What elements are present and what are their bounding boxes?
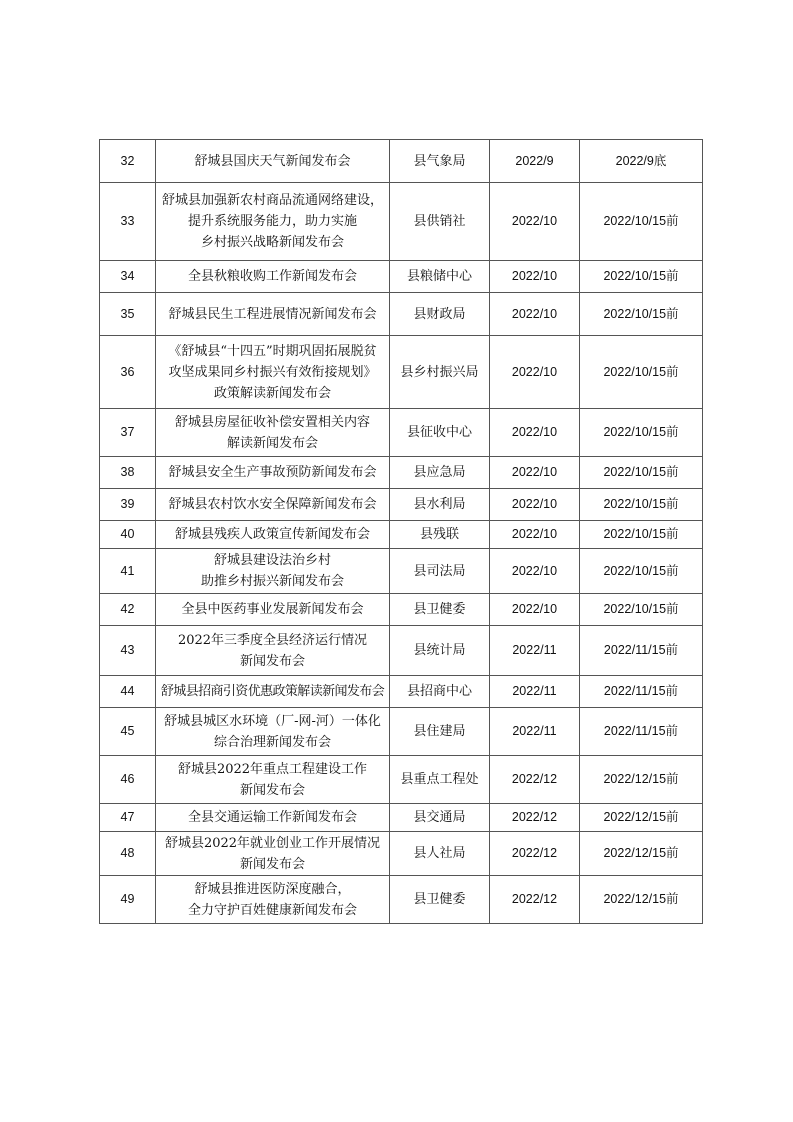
table-row: [100, 409, 703, 457]
conference-title-line: 舒城县2022年重点工程建设工作: [177, 761, 368, 777]
conference-title-line: 全县秋粮收购工作新闻发布会: [187, 269, 357, 284]
responsible-unit: 县财政局: [390, 293, 490, 336]
row-number: 36: [100, 336, 156, 409]
conference-title-line: 政策解读新闻发布会: [213, 385, 331, 401]
table-row: [100, 832, 703, 876]
deadline: 2022/12/15前: [580, 756, 703, 804]
scheduled-month: 2022/11: [490, 676, 580, 708]
conference-title-line: 舒城县招商引资优惠政策解读新闻发布会: [160, 684, 385, 699]
deadline: 2022/10/15前: [580, 183, 703, 261]
conference-title-line: 舒城县城区水环境（厂-网-河）一体化: [164, 713, 381, 729]
conference-title-line: 新闻发布会: [239, 856, 305, 872]
row-number: 37: [100, 409, 156, 457]
conference-title-line: 2022年三季度全县经济运行情况: [177, 632, 368, 648]
table-row: [100, 489, 703, 521]
row-number: 40: [100, 521, 156, 549]
deadline: 2022/11/15前: [580, 676, 703, 708]
conference-title-line: 舒城县民生工程进展情况新闻发布会: [168, 306, 377, 322]
row-number: 49: [100, 876, 156, 924]
responsible-unit: 县气象局: [390, 140, 490, 183]
responsible-unit: 县人社局: [390, 832, 490, 876]
table-row: [100, 549, 703, 594]
deadline: 2022/10/15前: [580, 261, 703, 293]
responsible-unit: 县卫健委: [390, 876, 490, 924]
row-number: 38: [100, 457, 156, 489]
conference-title: [156, 140, 390, 183]
conference-title: [156, 457, 390, 489]
deadline: 2022/10/15前: [580, 293, 703, 336]
conference-title: [156, 521, 390, 549]
conference-title-line: 攻坚成果同乡村振兴有效衔接规划》: [168, 364, 377, 380]
row-number: 35: [100, 293, 156, 336]
conference-title-line: 舒城县国庆天气新闻发布会: [194, 153, 351, 169]
table-row: [100, 756, 703, 804]
scheduled-month: 2022/10: [490, 457, 580, 489]
conference-title-line: 乡村振兴战略新闻发布会: [200, 235, 344, 250]
scheduled-month: 2022/10: [490, 293, 580, 336]
table-row: [100, 457, 703, 489]
row-number: 34: [100, 261, 156, 293]
responsible-unit: 县供销社: [390, 183, 490, 261]
scheduled-month: 2022/10: [490, 489, 580, 521]
press-conference-schedule-table: [99, 139, 703, 924]
responsible-unit: 县统计局: [390, 626, 490, 676]
conference-title-line: 全力守护百姓健康新闻发布会: [187, 902, 357, 918]
scheduled-month: 2022/10: [490, 521, 580, 549]
table-row: [100, 336, 703, 409]
conference-title: [156, 804, 390, 832]
scheduled-month: 2022/12: [490, 804, 580, 832]
scheduled-month: 2022/10: [490, 261, 580, 293]
conference-title-line: 舒城县房屋征收补偿安置相关内容: [174, 414, 370, 430]
table-row: [100, 261, 703, 293]
deadline: 2022/10/15前: [580, 521, 703, 549]
table-row: [100, 140, 703, 183]
row-number: 42: [100, 594, 156, 626]
responsible-unit: 县卫健委: [390, 594, 490, 626]
deadline: 2022/10/15前: [580, 549, 703, 594]
conference-title: [156, 594, 390, 626]
responsible-unit: 县水利局: [390, 489, 490, 521]
conference-title-line: 舒城县加强新农村商品流通网络建设，: [161, 193, 383, 208]
scheduled-month: 2022/10: [490, 336, 580, 409]
row-number: 33: [100, 183, 156, 261]
responsible-unit: 县征收中心: [390, 409, 490, 457]
conference-title-line: 舒城县安全生产事故预防新闻发布会: [168, 465, 377, 480]
table-row: [100, 676, 703, 708]
table-body: [100, 140, 703, 924]
scheduled-month: 2022/10: [490, 183, 580, 261]
conference-title: [156, 183, 390, 261]
conference-title-line: 全县中医药事业发展新闻发布会: [181, 602, 364, 617]
row-number: 41: [100, 549, 156, 594]
table-row: [100, 183, 703, 261]
scheduled-month: 2022/10: [490, 594, 580, 626]
responsible-unit: 县住建局: [390, 708, 490, 756]
scheduled-month: 2022/10: [490, 409, 580, 457]
deadline: 2022/10/15前: [580, 336, 703, 409]
conference-title: [156, 708, 390, 756]
conference-title-line: 提升系统服务能力，助力实施: [187, 214, 357, 229]
conference-title: [156, 549, 390, 594]
conference-title-line: 解读新闻发布会: [226, 435, 318, 451]
conference-title-line: 助推乡村振兴新闻发布会: [200, 574, 344, 589]
deadline: 2022/11/15前: [580, 626, 703, 676]
conference-title: [156, 261, 390, 293]
conference-title: [156, 626, 390, 676]
conference-title-line: 舒城县推进医防深度融合，: [194, 881, 351, 897]
deadline: 2022/10/15前: [580, 489, 703, 521]
deadline: 2022/10/15前: [580, 457, 703, 489]
table-row: [100, 521, 703, 549]
row-number: 47: [100, 804, 156, 832]
scheduled-month: 2022/12: [490, 756, 580, 804]
conference-title: [156, 293, 390, 336]
conference-title-line: 舒城县2022年就业创业工作开展情况: [164, 835, 381, 851]
scheduled-month: 2022/11: [490, 626, 580, 676]
conference-title-line: 舒城县建设法治乡村: [213, 553, 331, 568]
responsible-unit: 县乡村振兴局: [390, 336, 490, 409]
conference-title-line: 《舒城县“十四五”时期巩固拓展脱贫: [168, 343, 377, 359]
deadline: 2022/10/15前: [580, 409, 703, 457]
conference-title: [156, 489, 390, 521]
conference-title: [156, 756, 390, 804]
row-number: 43: [100, 626, 156, 676]
deadline: 2022/12/15前: [580, 804, 703, 832]
responsible-unit: 县司法局: [390, 549, 490, 594]
conference-title: [156, 832, 390, 876]
table-row: [100, 293, 703, 336]
row-number: 48: [100, 832, 156, 876]
deadline: 2022/9底: [580, 140, 703, 183]
conference-title-line: 舒城县农村饮水安全保障新闻发布会: [168, 497, 377, 512]
row-number: 45: [100, 708, 156, 756]
deadline: 2022/12/15前: [580, 876, 703, 924]
row-number: 44: [100, 676, 156, 708]
table-row: [100, 626, 703, 676]
deadline: 2022/12/15前: [580, 832, 703, 876]
conference-title: [156, 409, 390, 457]
responsible-unit: 县应急局: [390, 457, 490, 489]
scheduled-month: 2022/12: [490, 832, 580, 876]
scheduled-month: 2022/10: [490, 549, 580, 594]
scheduled-month: 2022/11: [490, 708, 580, 756]
conference-title: [156, 876, 390, 924]
table-row: [100, 708, 703, 756]
scheduled-month: 2022/12: [490, 876, 580, 924]
scheduled-month: 2022/9: [490, 140, 580, 183]
conference-title-line: 新闻发布会: [239, 653, 305, 669]
responsible-unit: 县重点工程处: [390, 756, 490, 804]
conference-title: [156, 676, 390, 708]
responsible-unit: 县招商中心: [390, 676, 490, 708]
responsible-unit: 县交通局: [390, 804, 490, 832]
conference-title: [156, 336, 390, 409]
table-row: [100, 804, 703, 832]
row-number: 32: [100, 140, 156, 183]
deadline: 2022/10/15前: [580, 594, 703, 626]
responsible-unit: 县粮储中心: [390, 261, 490, 293]
row-number: 39: [100, 489, 156, 521]
deadline: 2022/11/15前: [580, 708, 703, 756]
table-row: [100, 876, 703, 924]
conference-title-line: 新闻发布会: [239, 782, 305, 798]
conference-title-line: 舒城县残疾人政策宣传新闻发布会: [174, 527, 370, 542]
responsible-unit: 县残联: [390, 521, 490, 549]
conference-title-line: 全县交通运输工作新闻发布会: [187, 810, 357, 825]
conference-title-line: 综合治理新闻发布会: [213, 734, 331, 750]
row-number: 46: [100, 756, 156, 804]
table-row: [100, 594, 703, 626]
